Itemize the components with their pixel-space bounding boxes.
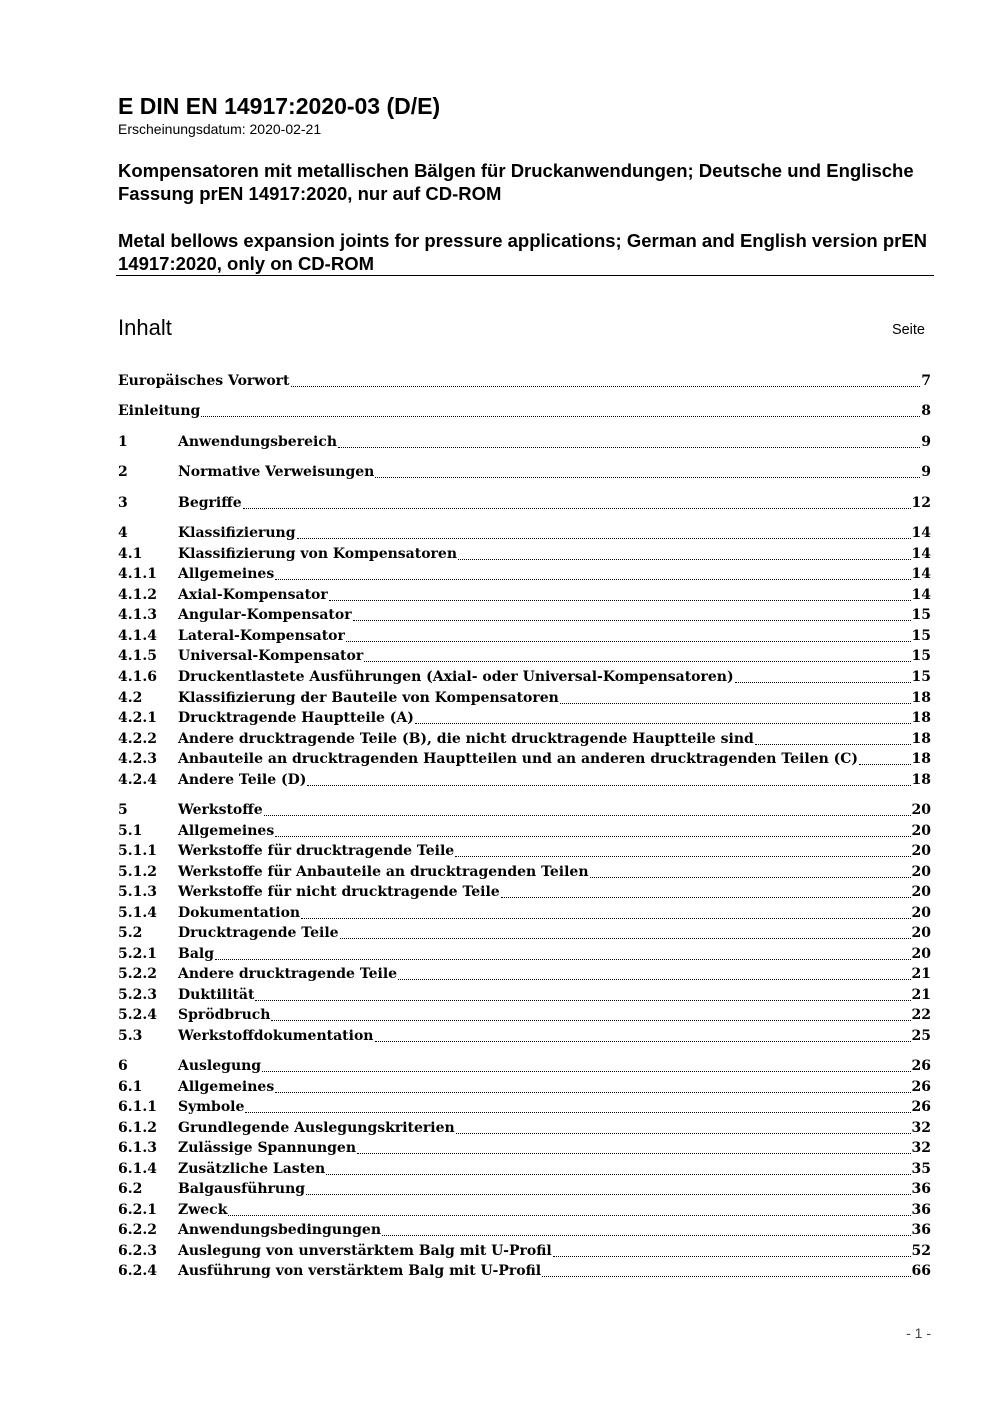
toc-entry-page: 21	[911, 966, 931, 982]
toc-dot-leader	[458, 555, 910, 560]
toc-dot-leader	[346, 637, 911, 642]
toc-dot-leader	[275, 832, 910, 837]
toc-entry-number: 5	[118, 802, 128, 818]
toc-entry-number: 4.1.1	[118, 566, 157, 582]
toc-entry-title: Zusätzliche Lasten	[178, 1161, 326, 1177]
toc-entry-number: 4.2.4	[118, 772, 157, 788]
toc-entry-title: Andere drucktragende Teile	[178, 966, 398, 982]
toc-entry-title: Auslegung von unverstärktem Balg mit U-Profil	[178, 1243, 552, 1259]
toc-entry-number: 6.1.3	[118, 1140, 157, 1156]
toc-entry-title: Andere Teile (D)	[178, 772, 307, 788]
toc-entry-title: Symbole	[178, 1099, 245, 1115]
toc-dot-leader	[415, 719, 911, 724]
toc-dot-leader	[340, 934, 911, 939]
toc-entry-number: 5.1.1	[118, 843, 157, 859]
toc-entry[interactable]	[118, 985, 931, 1005]
toc-entry-number: 6.2.2	[118, 1222, 157, 1238]
toc-entry-page: 36	[911, 1202, 931, 1218]
toc-entry[interactable]	[118, 841, 931, 861]
toc-dot-leader	[275, 575, 910, 580]
toc-entry-number: 4	[118, 525, 128, 541]
toc-entry-title: Europäisches Vorwort	[118, 373, 290, 389]
toc-entry-title: Axial-Kompensator	[178, 587, 328, 603]
toc-entry-page: 14	[911, 587, 931, 603]
toc-entry-title: Werkstoffe für nicht drucktragende Teile	[178, 884, 500, 900]
toc-entry-number: 6.2	[118, 1181, 143, 1197]
toc-dot-leader	[553, 1252, 911, 1257]
toc-entry-number: 4.1.4	[118, 628, 157, 644]
toc-entry-page: 12	[911, 495, 931, 511]
toc-entry-number: 4.1.3	[118, 607, 157, 623]
toc-dot-leader	[245, 1108, 910, 1113]
toc-entry-title: Zulässige Spannungen	[178, 1140, 357, 1156]
toc-entry-number: 6.2.1	[118, 1202, 157, 1218]
toc-entry-title: Drucktragende Hauptteile (A)	[178, 710, 414, 726]
toc-entry-number: 5.2.2	[118, 966, 157, 982]
toc-entry-page: 20	[911, 946, 931, 962]
toc-entry-page: 14	[911, 546, 931, 562]
toc-dot-leader	[375, 1037, 911, 1042]
toc-entry-title: Duktilität	[178, 987, 255, 1003]
toc-entry-number: 4.1	[118, 546, 143, 562]
toc-entry-page: 14	[911, 566, 931, 582]
toc-entry-page: 15	[911, 607, 931, 623]
toc-entry-page: 9	[921, 434, 931, 450]
toc-entry[interactable]	[118, 800, 931, 820]
toc-entry-title: Anwendungsbedingungen	[178, 1222, 381, 1238]
toc-entry[interactable]	[118, 708, 931, 728]
toc-entry-number: 5.1	[118, 823, 143, 839]
toc-dot-leader	[560, 699, 911, 704]
toc-entry-title: Werkstoffe für Anbauteile an drucktragenden Teilen	[178, 864, 589, 880]
toc-entry-title: Balgausführung	[178, 1181, 306, 1197]
toc-entry-number: 5.2.4	[118, 1007, 157, 1023]
toc-dot-leader	[382, 1231, 911, 1236]
toc-entry[interactable]	[118, 862, 931, 882]
toc-dot-leader	[326, 1170, 910, 1175]
toc-entry-page: 26	[911, 1099, 931, 1115]
toc-entry-number: 6	[118, 1058, 128, 1074]
document-title: E DIN EN 14917:2020-03 (D/E)	[118, 93, 441, 119]
toc-entry[interactable]	[118, 462, 931, 482]
toc-heading: Inhalt	[118, 315, 172, 340]
toc-entry-number: 5.2	[118, 925, 143, 941]
toc-entry-number: 4.1.6	[118, 669, 157, 685]
toc-dot-leader	[301, 914, 910, 919]
toc-entry[interactable]	[118, 1026, 931, 1046]
toc-entry-page: 20	[911, 884, 931, 900]
toc-dot-leader	[262, 1067, 910, 1072]
page-number: - 1 -	[906, 1325, 931, 1341]
toc-dot-leader	[456, 1129, 911, 1134]
toc-entry-number: 6.1	[118, 1079, 143, 1095]
toc-entry-number: 3	[118, 495, 128, 511]
toc-entry-number: 4.2	[118, 690, 143, 706]
toc-entry-title: Sprödbruch	[178, 1007, 271, 1023]
toc-entry-number: 4.2.3	[118, 751, 157, 767]
toc-page-label: Seite	[891, 322, 925, 338]
toc-dot-leader	[201, 412, 920, 417]
toc-entry-number: 6.1.4	[118, 1161, 157, 1177]
toc-entry-title: Klassifizierung	[178, 525, 296, 541]
toc-entry-page: 18	[911, 731, 931, 747]
toc-entry[interactable]	[118, 749, 931, 769]
toc-dot-leader	[375, 473, 920, 478]
toc-dot-leader	[755, 740, 911, 745]
toc-entry-number: 4.1.2	[118, 587, 157, 603]
toc-dot-leader	[501, 893, 911, 898]
toc-entry[interactable]	[118, 1056, 931, 1076]
toc-entry[interactable]	[118, 1241, 931, 1261]
toc-entry-page: 20	[911, 802, 931, 818]
toc-entry[interactable]	[118, 944, 931, 964]
toc-entry-title: Allgemeines	[178, 566, 275, 582]
toc-entry-title: Begriffe	[178, 495, 242, 511]
toc-entry[interactable]	[118, 923, 931, 943]
table-of-contents	[118, 0, 931, 1403]
toc-entry-title: Allgemeines	[178, 823, 275, 839]
toc-entry-page: 26	[911, 1079, 931, 1095]
toc-entry-page: 26	[911, 1058, 931, 1074]
toc-entry-title: Werkstoffdokumentation	[178, 1028, 374, 1044]
toc-entry-title: Werkstoffe	[178, 802, 263, 818]
toc-entry[interactable]	[118, 1097, 931, 1117]
toc-entry-title: Einleitung	[118, 403, 201, 419]
toc-entry[interactable]	[118, 688, 931, 708]
toc-entry[interactable]	[118, 667, 931, 687]
toc-entry-number: 5.1.2	[118, 864, 157, 880]
toc-dot-leader	[255, 996, 910, 1001]
toc-entry[interactable]	[118, 544, 931, 564]
toc-dot-leader	[542, 1272, 910, 1277]
toc-entry-page: 18	[911, 710, 931, 726]
toc-entry-number: 1	[118, 434, 128, 450]
toc-entry[interactable]	[118, 1005, 931, 1025]
toc-entry-page: 52	[911, 1243, 931, 1259]
toc-entry-page: 9	[921, 464, 931, 480]
toc-entry-title: Klassifizierung der Bauteile von Kompensatoren	[178, 690, 559, 706]
toc-entry[interactable]	[118, 770, 931, 790]
toc-entry-page: 21	[911, 987, 931, 1003]
toc-entry[interactable]	[118, 1138, 931, 1158]
toc-entry-page: 14	[911, 525, 931, 541]
toc-entry-number: 5.2.3	[118, 987, 157, 1003]
toc-entry[interactable]	[118, 882, 931, 902]
toc-entry[interactable]	[118, 401, 931, 421]
toc-entry[interactable]	[118, 903, 931, 923]
toc-entry-page: 20	[911, 864, 931, 880]
toc-entry-title: Klassifizierung von Kompensatoren	[178, 546, 458, 562]
toc-dot-leader	[735, 678, 911, 683]
toc-entry-page: 32	[911, 1140, 931, 1156]
toc-dot-leader	[398, 975, 910, 980]
toc-entry[interactable]	[118, 729, 931, 749]
toc-entry-page: 15	[911, 648, 931, 664]
toc-entry-title: Angular-Kompensator	[178, 607, 352, 623]
toc-entry-page: 20	[911, 823, 931, 839]
toc-entry[interactable]	[118, 821, 931, 841]
toc-entry[interactable]	[118, 493, 931, 513]
toc-entry-page: 8	[921, 403, 931, 419]
toc-entry[interactable]	[118, 585, 931, 605]
toc-entry-title: Werkstoffe für drucktragende Teile	[178, 843, 455, 859]
toc-entry-title: Dokumentation	[178, 905, 301, 921]
publication-date: Erscheinungsdatum: 2020-02-21	[118, 121, 322, 137]
toc-entry-number: 4.1.5	[118, 648, 157, 664]
toc-entry-page: 18	[911, 772, 931, 788]
toc-entry[interactable]	[118, 1261, 931, 1281]
toc-dot-leader	[243, 504, 911, 509]
toc-entry[interactable]	[118, 564, 931, 584]
toc-entry[interactable]	[118, 626, 931, 646]
toc-entry-page: 66	[911, 1263, 931, 1279]
title-german: Kompensatoren mit metallischen Bälgen für Druckanwendungen; Deutsche und Englische Fassung prEN 14917:2020, nur auf CD-ROM	[118, 160, 914, 204]
toc-entry-page: 7	[921, 373, 931, 389]
toc-entry-number: 2	[118, 464, 128, 480]
toc-entry-page: 15	[911, 669, 931, 685]
toc-entry[interactable]	[118, 1200, 931, 1220]
toc-entry[interactable]	[118, 371, 931, 391]
toc-entry-page: 32	[911, 1120, 931, 1136]
toc-entry-number: 5.3	[118, 1028, 143, 1044]
toc-entry-number: 5.1.4	[118, 905, 157, 921]
toc-entry-number: 4.2.1	[118, 710, 157, 726]
toc-dot-leader	[455, 852, 910, 857]
toc-dot-leader	[264, 811, 911, 816]
toc-entry-page: 36	[911, 1222, 931, 1238]
toc-entry-title: Grundlegende Auslegungskriterien	[178, 1120, 455, 1136]
toc-entry-page: 36	[911, 1181, 931, 1197]
toc-entry-number: 4.2.2	[118, 731, 157, 747]
toc-entry-page: 20	[911, 905, 931, 921]
toc-entry-title: Anbauteile an drucktragenden Hauptteilen und an anderen drucktragenden Teilen (C)	[178, 751, 859, 767]
toc-dot-leader	[275, 1088, 910, 1093]
toc-entry-page: 20	[911, 925, 931, 941]
toc-dot-leader	[306, 1190, 910, 1195]
toc-entry-title: Lateral-Kompensator	[178, 628, 345, 644]
title-english: Metal bellows expansion joints for pressure applications; German and English version prEN 14917:2020, only on CD-ROM	[118, 230, 928, 274]
toc-entry-title: Auslegung	[178, 1058, 262, 1074]
toc-entry[interactable]	[118, 523, 931, 543]
toc-entry-title: Andere drucktragende Teile (B), die nicht drucktragende Hauptteile sind	[178, 731, 754, 747]
toc-entry[interactable]	[118, 964, 931, 984]
toc-dot-leader	[271, 1016, 910, 1021]
toc-entry-page: 18	[911, 751, 931, 767]
toc-dot-leader	[297, 534, 911, 539]
toc-dot-leader	[364, 657, 910, 662]
toc-entry[interactable]	[118, 1179, 931, 1199]
toc-entry[interactable]	[118, 1077, 931, 1097]
toc-entry[interactable]	[118, 605, 931, 625]
toc-entry-title: Drucktragende Teile	[178, 925, 339, 941]
toc-dot-leader	[338, 443, 920, 448]
toc-entry-title: Universal-Kompensator	[178, 648, 364, 664]
toc-entry-number: 5.2.1	[118, 946, 157, 962]
toc-entry-number: 6.1.2	[118, 1120, 157, 1136]
toc-dot-leader	[215, 955, 911, 960]
toc-entry-title: Balg	[178, 946, 215, 962]
toc-entry-page: 35	[911, 1161, 931, 1177]
toc-entry-number: 6.1.1	[118, 1099, 157, 1115]
toc-entry-title: Druckentlastete Ausführungen (Axial- oder Universal-Kompensatoren)	[178, 669, 734, 685]
toc-entry[interactable]	[118, 1159, 931, 1179]
toc-dot-leader	[353, 616, 911, 621]
toc-entry-page: 15	[911, 628, 931, 644]
toc-entry-title: Ausführung von verstärktem Balg mit U-Profil	[178, 1263, 542, 1279]
toc-entry-number: 5.1.3	[118, 884, 157, 900]
toc-dot-leader	[859, 760, 910, 765]
toc-entry-number: 6.2.3	[118, 1243, 157, 1259]
toc-entry-page: 18	[911, 690, 931, 706]
toc-entry-page: 20	[911, 843, 931, 859]
toc-entry[interactable]	[118, 1220, 931, 1240]
toc-entry[interactable]	[118, 646, 931, 666]
toc-entry-page: 25	[911, 1028, 931, 1044]
toc-entry[interactable]	[118, 1118, 931, 1138]
toc-dot-leader	[291, 382, 921, 387]
toc-dot-leader	[228, 1211, 910, 1216]
toc-entry-title: Zweck	[178, 1202, 228, 1218]
toc-entry-page: 22	[911, 1007, 931, 1023]
toc-dot-leader	[329, 596, 911, 601]
toc-entry[interactable]	[118, 432, 931, 452]
toc-entry-title: Allgemeines	[178, 1079, 275, 1095]
toc-entry-title: Anwendungsbereich	[178, 434, 337, 450]
toc-dot-leader	[357, 1149, 911, 1154]
toc-entry-number: 6.2.4	[118, 1263, 157, 1279]
toc-dot-leader	[307, 781, 910, 786]
toc-dot-leader	[590, 873, 911, 878]
toc-entry-title: Normative Verweisungen	[178, 464, 375, 480]
